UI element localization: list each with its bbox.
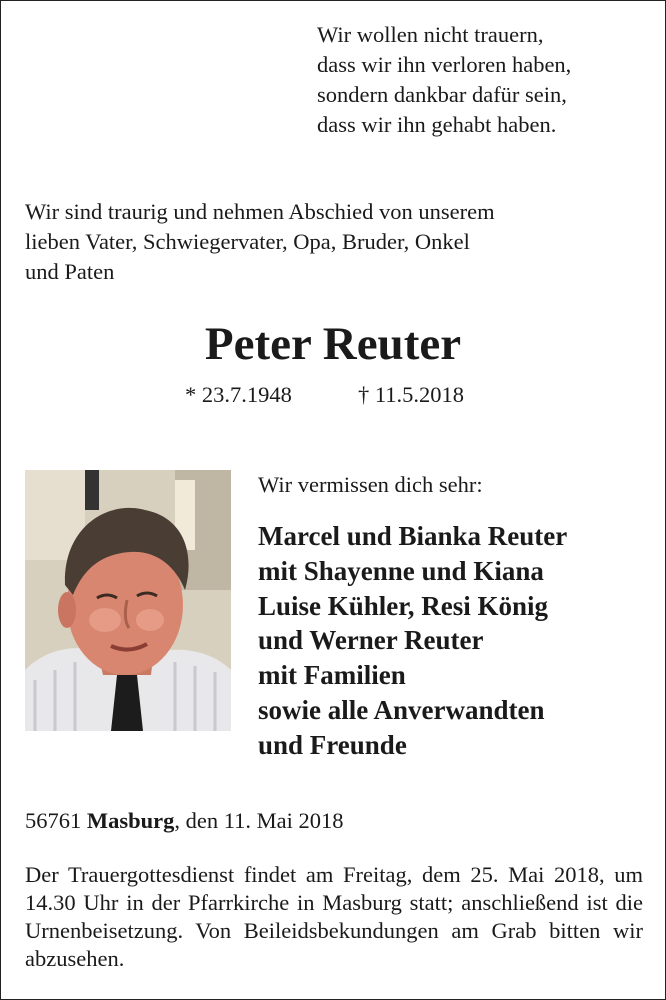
- intro-text: [25, 197, 645, 287]
- poem: [317, 20, 571, 140]
- mourner-line: Marcel und Bianka Reuter: [258, 521, 568, 551]
- portrait-photo: [25, 470, 231, 731]
- mourner-line: Luise Kühler, Resi König: [258, 590, 549, 621]
- birth-date: * 23.7.1948: [185, 382, 292, 407]
- mourner-line: sowie alle Anverwandten: [258, 694, 545, 725]
- date-text: , den 11. Mai 2018: [174, 808, 344, 833]
- poem-line: Wir wollen nicht trauern,: [317, 22, 544, 47]
- intro-line: Wir sind traurig und nehmen Abschied von unserem: [25, 199, 495, 224]
- deceased-name: Peter Reuter: [204, 318, 462, 370]
- mourner-line: und Werner Reuter: [258, 625, 484, 656]
- mourners-list: [258, 519, 567, 763]
- service-info: Der Trauergottesdienst findet am Freitag, dem 25. Mai 2018, um 14.30 Uhr in der Pfarrkirche in Masburg statt; anschließend ist die Urnenbeisetzung. Von Beileidsbekundungen am Grab bitten wir abzusehen.: [25, 862, 643, 971]
- mourner-line: und Freunde: [258, 729, 407, 760]
- portrait-illustration: [25, 470, 231, 731]
- mourner-line: mit Shayenne und Kiana: [258, 555, 544, 586]
- intro-line: und Paten: [25, 259, 115, 284]
- death-date: † 11.5.2018: [358, 382, 465, 407]
- zip-code: 56761: [25, 808, 82, 833]
- poem-line: dass wir ihn verloren haben,: [317, 52, 572, 77]
- poem-line: sondern dankbar dafür sein,: [317, 82, 567, 107]
- miss-line: Wir vermissen dich sehr:: [258, 472, 483, 497]
- intro-line: lieben Vater, Schwiegervater, Opa, Bruder, Onkel: [25, 229, 470, 254]
- place-date: [25, 806, 344, 836]
- poem-line: dass wir ihn gehabt haben.: [317, 112, 557, 137]
- town-name: Masburg: [86, 808, 175, 833]
- mourner-line: mit Familien: [258, 660, 406, 691]
